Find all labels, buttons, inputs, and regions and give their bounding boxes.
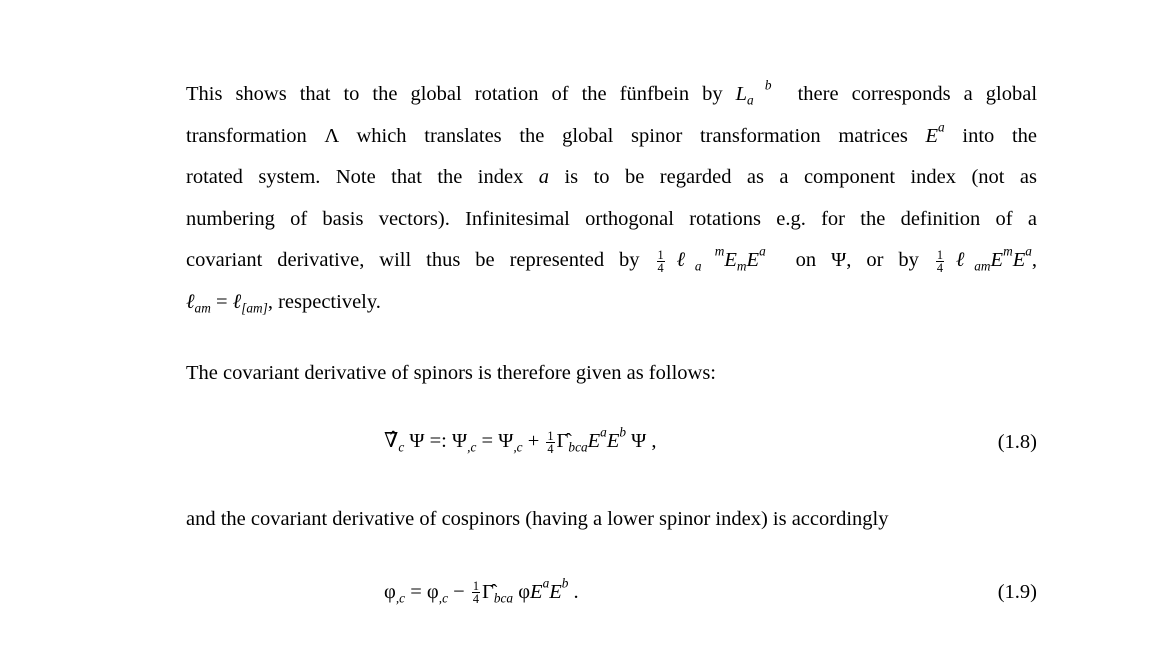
paragraph-cospinor-derivative: and the covariant derivative of cospinors (having a lower spinor index) is accordingly: [186, 508, 889, 530]
text-line: ℓ$_{am}$ = ℓ$_{[am]}$, respectively.: [186, 290, 381, 316]
equation-1-8: $\nablâ_c$ Ψ =: $\Psi_{,c} = \Psi_{,c}$ + $\frac{1}{4}$ $\Gammâ_{bca}E^aE^b$ Ψ ,: [384, 424, 657, 456]
equation-number: (1.8): [997, 431, 1037, 453]
text-line: This shows that to the global rotation of the fünfbein by $L_a$ $^b$ there corresponds a global: [186, 77, 1038, 108]
paragraph-spinor-derivative: The covariant derivative of spinors is therefore given as follows:: [186, 362, 716, 384]
text-line: transformation Λ which translates the global spinor transformation matrices $E^a$ into the: [186, 118, 1038, 147]
text-line: numbering of basis vectors). Infinitesimal orthogonal rotations e.g. for the definition of a: [186, 207, 1037, 230]
text-line: rotated system. Note that the index a is to be regarded as a component index (not as: [186, 166, 1037, 189]
paragraph-rotation: [186, 74, 1037, 324]
text-line: covariant derivative, will thus be represented by $\frac{1}{4}$ ℓ$_a$ $^mE_mE^a$ on Ψ, or by $\frac{1}{4}$ $\ell_{am}E^mE^a$,: [186, 243, 1037, 276]
equation-1-9: $\varphi_{,c} = \varphi_{,c}$ − $\frac{1}{4}$ $\Gammâ_{bca}$ $\varphi E^aE^b$ .: [384, 574, 579, 607]
equation-number: (1.9): [997, 581, 1037, 603]
